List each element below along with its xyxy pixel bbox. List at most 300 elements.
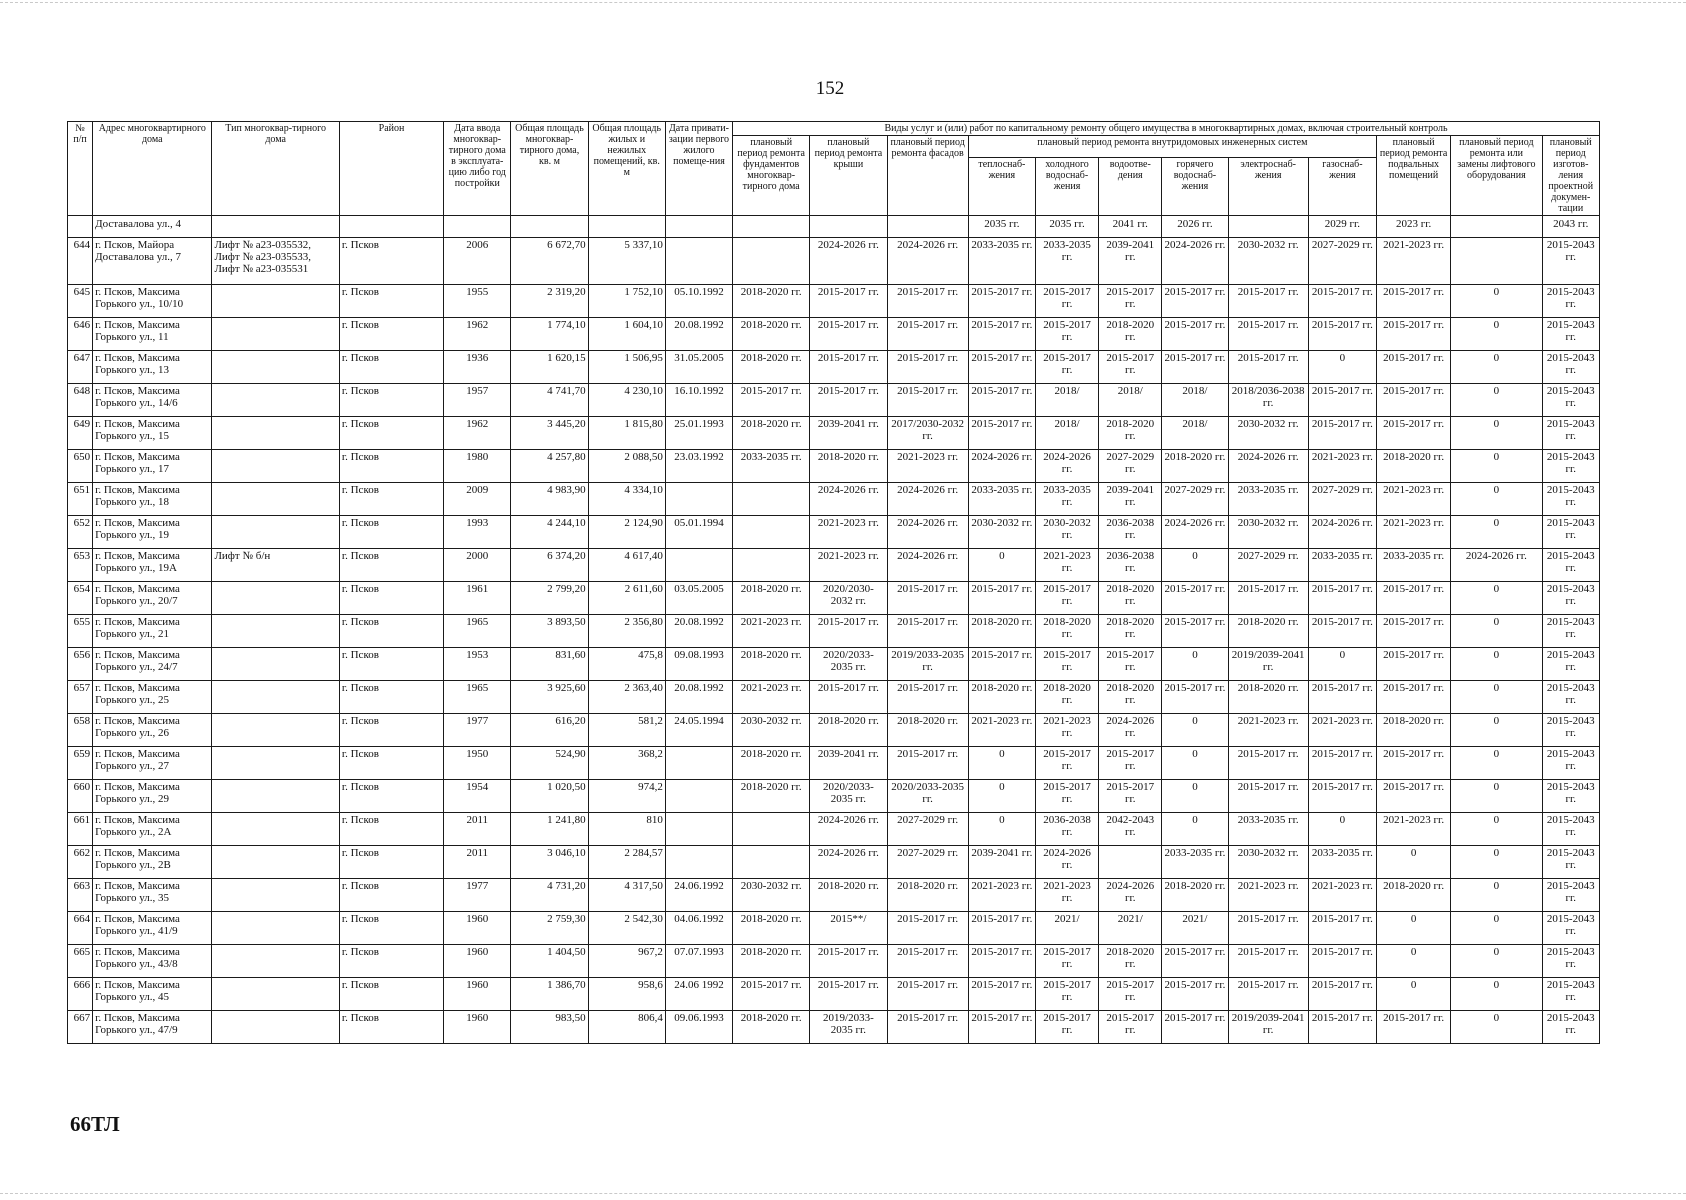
cell-basement: 2015-2017 гг.: [1377, 747, 1451, 780]
cell-heat: 2018-2020 гг.: [968, 681, 1035, 714]
cell-cold-water: 2015-2017 гг.: [1035, 285, 1098, 318]
cell-privatization: [665, 238, 732, 285]
cell-address: г. Псков, Максима Горького ул., 29: [93, 780, 212, 813]
cell-drainage: 2027-2029 гг.: [1099, 450, 1162, 483]
header-commission: Дата ввода многоквар-тирного дома в эксплуата-цию либо год постройки: [444, 122, 511, 216]
cell-privatization: [665, 813, 732, 846]
cell-hot-water: 2024-2026 гг.: [1162, 238, 1228, 285]
cell-drainage: 2018-2020 гг.: [1099, 417, 1162, 450]
cell-basement: 2018-2020 гг.: [1377, 879, 1451, 912]
cell-hot-water: 2015-2017 гг.: [1162, 615, 1228, 648]
cell-roof: 2020/2033-2035 гг.: [810, 780, 887, 813]
cell-year: 2009: [444, 483, 511, 516]
cell-facade: 2015-2017 гг.: [887, 582, 968, 615]
cell-elevator: [1451, 238, 1542, 285]
cell-cold-water: 2015-2017 гг.: [1035, 351, 1098, 384]
cell-district: г. Псков: [339, 417, 443, 450]
cell-elevator: 0: [1451, 417, 1542, 450]
cell-design-docs: 2015-2043 гг.: [1542, 681, 1600, 714]
cell-design-docs: 2015-2043 гг.: [1542, 846, 1600, 879]
header-facade: плановый период ремонта фасадов: [887, 136, 968, 216]
cell-total-area: 4 741,70: [511, 384, 588, 417]
cell-living-area: 1 506,95: [588, 351, 665, 384]
cell-address: г. Псков, Максима Горького ул., 15: [93, 417, 212, 450]
cell-address: г. Псков, Максима Горького ул., 10/10: [93, 285, 212, 318]
cell-roof: 2018-2020 гг.: [810, 879, 887, 912]
cell-foundation: 2021-2023 гг.: [733, 615, 810, 648]
table-row: [68, 846, 1600, 879]
cell-hot-water: 2027-2029 гг.: [1162, 483, 1228, 516]
cell-facade: 2018-2020 гг.: [887, 714, 968, 747]
cell-year: 1993: [444, 516, 511, 549]
cell-heat: 2015-2017 гг.: [968, 1011, 1035, 1044]
cell-type: [212, 813, 339, 846]
cell-type: [212, 417, 339, 450]
cell-total-area: 1 774,10: [511, 318, 588, 351]
cell-elevator: [1451, 216, 1542, 238]
cell-type: [212, 945, 339, 978]
cell-type: [212, 483, 339, 516]
cell-drainage: 2015-2017 гг.: [1099, 978, 1162, 1011]
cell-heat: 2015-2017 гг.: [968, 384, 1035, 417]
cell-facade: 2027-2029 гг.: [887, 846, 968, 879]
cell-electric: 2018-2020 гг.: [1228, 615, 1308, 648]
header-type: Тип многоквар-тирного дома: [212, 122, 339, 216]
cell-elevator: 0: [1451, 516, 1542, 549]
header-address: Адрес многоквартирного дома: [93, 122, 212, 216]
cell-district: г. Псков: [339, 318, 443, 351]
cell-foundation: [733, 516, 810, 549]
cell-basement: 2033-2035 гг.: [1377, 549, 1451, 582]
cell-roof: 2024-2026 гг.: [810, 813, 887, 846]
cell-total-area: 4 731,20: [511, 879, 588, 912]
table-row: [68, 238, 1600, 285]
cell-basement: 2015-2017 гг.: [1377, 285, 1451, 318]
header-cold-water: холодного водоснаб-жения: [1035, 158, 1098, 216]
cell-foundation: [733, 238, 810, 285]
cell-basement: 2021-2023 гг.: [1377, 483, 1451, 516]
cell-heat: 2021-2023 гг.: [968, 879, 1035, 912]
cell-gas: 2015-2017 гг.: [1308, 681, 1376, 714]
cell-cold-water: 2021-2023 гг.: [1035, 879, 1098, 912]
cell-drainage: 2024-2026 гг.: [1099, 714, 1162, 747]
cell-address: г. Псков, Максима Горького ул., 11: [93, 318, 212, 351]
cell-drainage: 2018-2020 гг.: [1099, 681, 1162, 714]
cell-no: 657: [68, 681, 93, 714]
cell-drainage: 2015-2017 гг.: [1099, 648, 1162, 681]
table-row: [68, 615, 1600, 648]
cell-design-docs: 2015-2043 гг.: [1542, 945, 1600, 978]
cell-cold-water: 2024-2026 гг.: [1035, 846, 1098, 879]
cell-foundation: 2018-2020 гг.: [733, 912, 810, 945]
cell-district: г. Псков: [339, 912, 443, 945]
cell-basement: 2021-2023 гг.: [1377, 516, 1451, 549]
cell-cold-water: 2015-2017 гг.: [1035, 582, 1098, 615]
cell-privatization: 05.10.1992: [665, 285, 732, 318]
cell-roof: 2020/2030-2032 гг.: [810, 582, 887, 615]
cell-hot-water: 2015-2017 гг.: [1162, 285, 1228, 318]
cell-living-area: 1 604,10: [588, 318, 665, 351]
cell-gas: 2033-2035 гг.: [1308, 549, 1376, 582]
cell-district: г. Псков: [339, 483, 443, 516]
cell-address: Доставалова ул., 4: [93, 216, 212, 238]
cell-foundation: [733, 216, 810, 238]
cell-facade: 2015-2017 гг.: [887, 384, 968, 417]
cell-elevator: 0: [1451, 978, 1542, 1011]
cell-drainage: 2015-2017 гг.: [1099, 780, 1162, 813]
table-row: [68, 747, 1600, 780]
table-row: [68, 813, 1600, 846]
cell-foundation: [733, 549, 810, 582]
cell-heat: 2021-2023 гг.: [968, 714, 1035, 747]
cell-living-area: 2 542,30: [588, 912, 665, 945]
cell-district: г. Псков: [339, 351, 443, 384]
cell-hot-water: 2015-2017 гг.: [1162, 978, 1228, 1011]
cell-foundation: 2021-2023 гг.: [733, 681, 810, 714]
cell-drainage: 2015-2017 гг.: [1099, 351, 1162, 384]
cell-heat: 2030-2032 гг.: [968, 516, 1035, 549]
cell-design-docs: 2015-2043 гг.: [1542, 384, 1600, 417]
cell-total-area: 3 925,60: [511, 681, 588, 714]
table-row: [68, 450, 1600, 483]
cell-basement: 2015-2017 гг.: [1377, 318, 1451, 351]
cell-no: 653: [68, 549, 93, 582]
header-electric: электроснаб-жения: [1228, 158, 1308, 216]
cell-no: 660: [68, 780, 93, 813]
cell-living-area: [588, 216, 665, 238]
cell-roof: 2015-2017 гг.: [810, 318, 887, 351]
cell-design-docs: 2015-2043 гг.: [1542, 549, 1600, 582]
cell-elevator: 0: [1451, 681, 1542, 714]
cell-district: г. Псков: [339, 747, 443, 780]
footer-mark: 66ТЛ: [70, 1112, 120, 1136]
cell-elevator: 0: [1451, 450, 1542, 483]
cell-electric: 2015-2017 гг.: [1228, 747, 1308, 780]
cell-drainage: 2018-2020 гг.: [1099, 582, 1162, 615]
cell-year: 1960: [444, 978, 511, 1011]
cell-design-docs: 2015-2043 гг.: [1542, 417, 1600, 450]
cell-electric: 2033-2035 гг.: [1228, 483, 1308, 516]
cell-electric: 2015-2017 гг.: [1228, 912, 1308, 945]
cell-hot-water: 2018/: [1162, 384, 1228, 417]
cell-year: 1965: [444, 615, 511, 648]
cell-cold-water: 2033-2035 гг.: [1035, 483, 1098, 516]
cell-type: [212, 648, 339, 681]
cell-district: г. Псков: [339, 846, 443, 879]
cell-cold-water: 2035 гг.: [1035, 216, 1098, 238]
cell-district: г. Псков: [339, 615, 443, 648]
cell-roof: 2015-2017 гг.: [810, 615, 887, 648]
table-body: [68, 216, 1600, 1044]
table-row: [68, 384, 1600, 417]
cell-no: 658: [68, 714, 93, 747]
cell-hot-water: 2015-2017 гг.: [1162, 582, 1228, 615]
cell-year: 1977: [444, 714, 511, 747]
cell-foundation: 2018-2020 гг.: [733, 780, 810, 813]
cell-facade: 2015-2017 гг.: [887, 912, 968, 945]
cell-cold-water: 2018/: [1035, 384, 1098, 417]
table-row: [68, 417, 1600, 450]
cell-type: [212, 846, 339, 879]
cell-living-area: 368,2: [588, 747, 665, 780]
cell-elevator: 0: [1451, 780, 1542, 813]
cell-hot-water: 0: [1162, 747, 1228, 780]
table-row: [68, 978, 1600, 1011]
header-foundation: плановый период ремонта фундаментов многоквар-тирного дома: [733, 136, 810, 216]
cell-roof: 2019/2033-2035 гг.: [810, 1011, 887, 1044]
cell-electric: 2018-2020 гг.: [1228, 681, 1308, 714]
cell-design-docs: 2015-2043 гг.: [1542, 813, 1600, 846]
cell-hot-water: 0: [1162, 780, 1228, 813]
cell-elevator: 0: [1451, 483, 1542, 516]
cell-address: г. Псков, Максима Горького ул., 24/7: [93, 648, 212, 681]
header-systems-group: плановый период ремонта внутридомовых инженерных систем: [968, 136, 1376, 158]
cell-year: 2006: [444, 238, 511, 285]
table-row: [68, 285, 1600, 318]
cell-address: г. Псков, Максима Горького ул., 25: [93, 681, 212, 714]
cell-total-area: 2 759,30: [511, 912, 588, 945]
cell-total-area: 3 445,20: [511, 417, 588, 450]
cell-heat: 0: [968, 549, 1035, 582]
cell-foundation: 2018-2020 гг.: [733, 648, 810, 681]
cell-privatization: 03.05.2005: [665, 582, 732, 615]
cell-year: [444, 216, 511, 238]
cell-no: 649: [68, 417, 93, 450]
cell-facade: 2015-2017 гг.: [887, 747, 968, 780]
cell-basement: 2015-2017 гг.: [1377, 780, 1451, 813]
cell-gas: 2015-2017 гг.: [1308, 582, 1376, 615]
cell-address: г. Псков, Максима Горького ул., 18: [93, 483, 212, 516]
cell-elevator: 0: [1451, 813, 1542, 846]
header-district: Район: [339, 122, 443, 216]
cell-year: 1950: [444, 747, 511, 780]
cell-total-area: 4 257,80: [511, 450, 588, 483]
cell-basement: 2021-2023 гг.: [1377, 238, 1451, 285]
cell-facade: 2018-2020 гг.: [887, 879, 968, 912]
cell-year: 1955: [444, 285, 511, 318]
cell-design-docs: 2015-2043 гг.: [1542, 285, 1600, 318]
cell-basement: 2015-2017 гг.: [1377, 417, 1451, 450]
cell-gas: 2015-2017 гг.: [1308, 978, 1376, 1011]
cell-roof: 2021-2023 гг.: [810, 516, 887, 549]
cell-elevator: 0: [1451, 912, 1542, 945]
capital-repair-table: [67, 121, 1600, 1044]
cell-gas: 2015-2017 гг.: [1308, 1011, 1376, 1044]
cell-facade: 2015-2017 гг.: [887, 615, 968, 648]
cell-privatization: 24.06.1992: [665, 879, 732, 912]
cell-heat: 2033-2035 гг.: [968, 238, 1035, 285]
header-no: № п/п: [68, 122, 93, 216]
cell-gas: 2015-2017 гг.: [1308, 384, 1376, 417]
cell-privatization: [665, 549, 732, 582]
cell-heat: 0: [968, 747, 1035, 780]
cell-no: [68, 216, 93, 238]
cell-foundation: 2018-2020 гг.: [733, 351, 810, 384]
cell-cold-water: 2021-2023 гг.: [1035, 714, 1098, 747]
cell-total-area: 3 046,10: [511, 846, 588, 879]
header-roof: плановый период ремонта крыши: [810, 136, 887, 216]
cell-drainage: 2039-2041 гг.: [1099, 238, 1162, 285]
cell-drainage: 2039-2041 гг.: [1099, 483, 1162, 516]
cell-gas: 2015-2017 гг.: [1308, 285, 1376, 318]
cell-foundation: 2018-2020 гг.: [733, 285, 810, 318]
cell-total-area: 1 620,15: [511, 351, 588, 384]
cell-address: г. Псков, Максима Горького ул., 13: [93, 351, 212, 384]
table-row: [68, 879, 1600, 912]
continuation-row: [68, 216, 1600, 238]
cell-electric: 2021-2023 гг.: [1228, 714, 1308, 747]
cell-type: [212, 216, 339, 238]
cell-roof: 2039-2041 гг.: [810, 747, 887, 780]
cell-total-area: 4 983,90: [511, 483, 588, 516]
cell-no: 656: [68, 648, 93, 681]
cell-cold-water: 2015-2017 гг.: [1035, 978, 1098, 1011]
cell-gas: 2015-2017 гг.: [1308, 747, 1376, 780]
cell-no: 645: [68, 285, 93, 318]
cell-privatization: 16.10.1992: [665, 384, 732, 417]
cell-facade: 2015-2017 гг.: [887, 945, 968, 978]
cell-basement: 2023 гг.: [1377, 216, 1451, 238]
cell-foundation: 2018-2020 гг.: [733, 417, 810, 450]
cell-total-area: 983,50: [511, 1011, 588, 1044]
cell-address: г. Псков, Максима Горького ул., 27: [93, 747, 212, 780]
cell-total-area: 3 893,50: [511, 615, 588, 648]
cell-year: 1960: [444, 912, 511, 945]
cell-electric: 2030-2032 гг.: [1228, 516, 1308, 549]
cell-roof: 2018-2020 гг.: [810, 714, 887, 747]
cell-year: 1962: [444, 318, 511, 351]
cell-elevator: 0: [1451, 945, 1542, 978]
cell-roof: 2015-2017 гг.: [810, 285, 887, 318]
cell-design-docs: 2015-2043 гг.: [1542, 615, 1600, 648]
cell-heat: 2015-2017 гг.: [968, 912, 1035, 945]
cell-facade: 2015-2017 гг.: [887, 318, 968, 351]
cell-drainage: 2036-2038 гг.: [1099, 516, 1162, 549]
cell-address: г. Псков, Максима Горького ул., 2В: [93, 846, 212, 879]
header-hot-water: горячего водоснаб-жения: [1162, 158, 1228, 216]
cell-no: 650: [68, 450, 93, 483]
cell-district: [339, 216, 443, 238]
cell-roof: 2018-2020 гг.: [810, 450, 887, 483]
cell-cold-water: 2021-2023 гг.: [1035, 549, 1098, 582]
cell-facade: 2021-2023 гг.: [887, 450, 968, 483]
table-row: [68, 549, 1600, 582]
cell-address: г. Псков, Максима Горького ул., 19: [93, 516, 212, 549]
cell-no: 667: [68, 1011, 93, 1044]
cell-heat: 2018-2020 гг.: [968, 615, 1035, 648]
cell-electric: 2030-2032 гг.: [1228, 846, 1308, 879]
cell-foundation: 2030-2032 гг.: [733, 714, 810, 747]
cell-heat: 2015-2017 гг.: [968, 351, 1035, 384]
cell-privatization: 31.05.2005: [665, 351, 732, 384]
cell-design-docs: 2015-2043 гг.: [1542, 238, 1600, 285]
cell-year: 1960: [444, 1011, 511, 1044]
table-row: [68, 780, 1600, 813]
cell-total-area: 524,90: [511, 747, 588, 780]
cell-foundation: 2015-2017 гг.: [733, 384, 810, 417]
cell-living-area: 806,4: [588, 1011, 665, 1044]
cell-facade: 2024-2026 гг.: [887, 549, 968, 582]
cell-gas: 2015-2017 гг.: [1308, 912, 1376, 945]
cell-hot-water: 2015-2017 гг.: [1162, 318, 1228, 351]
cell-no: 651: [68, 483, 93, 516]
cell-district: г. Псков: [339, 582, 443, 615]
cell-heat: 2033-2035 гг.: [968, 483, 1035, 516]
cell-foundation: [733, 813, 810, 846]
cell-electric: 2027-2029 гг.: [1228, 549, 1308, 582]
cell-roof: 2021-2023 гг.: [810, 549, 887, 582]
cell-cold-water: 2015-2017 гг.: [1035, 318, 1098, 351]
cell-roof: 2015-2017 гг.: [810, 945, 887, 978]
cell-no: 646: [68, 318, 93, 351]
cell-foundation: 2030-2032 гг.: [733, 879, 810, 912]
cell-foundation: [733, 483, 810, 516]
cell-gas: 2015-2017 гг.: [1308, 615, 1376, 648]
cell-privatization: 07.07.1993: [665, 945, 732, 978]
cell-type: [212, 681, 339, 714]
cell-year: 1936: [444, 351, 511, 384]
cell-foundation: 2033-2035 гг.: [733, 450, 810, 483]
cell-gas: 2027-2029 гг.: [1308, 238, 1376, 285]
cell-drainage: 2018/: [1099, 384, 1162, 417]
cell-privatization: 05.01.1994: [665, 516, 732, 549]
cell-hot-water: 2018-2020 гг.: [1162, 879, 1228, 912]
header-total-area: Общая площадь многоквар-тирного дома, кв. м: [511, 122, 588, 216]
cell-privatization: [665, 483, 732, 516]
cell-electric: 2015-2017 гг.: [1228, 978, 1308, 1011]
cell-elevator: 0: [1451, 582, 1542, 615]
cell-district: г. Псков: [339, 384, 443, 417]
cell-design-docs: 2015-2043 гг.: [1542, 582, 1600, 615]
cell-privatization: 25.01.1993: [665, 417, 732, 450]
cell-privatization: 23.03.1992: [665, 450, 732, 483]
cell-district: г. Псков: [339, 648, 443, 681]
cell-heat: 2024-2026 гг.: [968, 450, 1035, 483]
cell-privatization: [665, 216, 732, 238]
cell-heat: 2015-2017 гг.: [968, 582, 1035, 615]
cell-electric: 2030-2032 гг.: [1228, 238, 1308, 285]
cell-no: 652: [68, 516, 93, 549]
cell-design-docs: 2015-2043 гг.: [1542, 450, 1600, 483]
cell-foundation: 2018-2020 гг.: [733, 318, 810, 351]
cell-facade: 2027-2029 гг.: [887, 813, 968, 846]
cell-address: г. Псков, Максима Горького ул., 2А: [93, 813, 212, 846]
cell-drainage: 2018-2020 гг.: [1099, 615, 1162, 648]
cell-design-docs: 2015-2043 гг.: [1542, 1011, 1600, 1044]
cell-gas: 0: [1308, 351, 1376, 384]
cell-facade: 2024-2026 гг.: [887, 516, 968, 549]
cell-district: г. Псков: [339, 813, 443, 846]
cell-type: Лифт № б/н: [212, 549, 339, 582]
table-row: [68, 516, 1600, 549]
cell-roof: 2015-2017 гг.: [810, 351, 887, 384]
cell-privatization: 20.08.1992: [665, 615, 732, 648]
cell-foundation: 2018-2020 гг.: [733, 582, 810, 615]
cell-gas: 2033-2035 гг.: [1308, 846, 1376, 879]
cell-drainage: 2018-2020 гг.: [1099, 945, 1162, 978]
cell-elevator: 0: [1451, 846, 1542, 879]
cell-gas: 2029 гг.: [1308, 216, 1376, 238]
cell-gas: 2015-2017 гг.: [1308, 945, 1376, 978]
table-row: [68, 912, 1600, 945]
cell-district: г. Псков: [339, 450, 443, 483]
cell-elevator: 0: [1451, 351, 1542, 384]
cell-design-docs: 2015-2043 гг.: [1542, 978, 1600, 1011]
cell-basement: 2015-2017 гг.: [1377, 648, 1451, 681]
cell-facade: 2017/2030-2032 гг.: [887, 417, 968, 450]
cell-cold-water: 2021/: [1035, 912, 1098, 945]
cell-year: 2011: [444, 846, 511, 879]
